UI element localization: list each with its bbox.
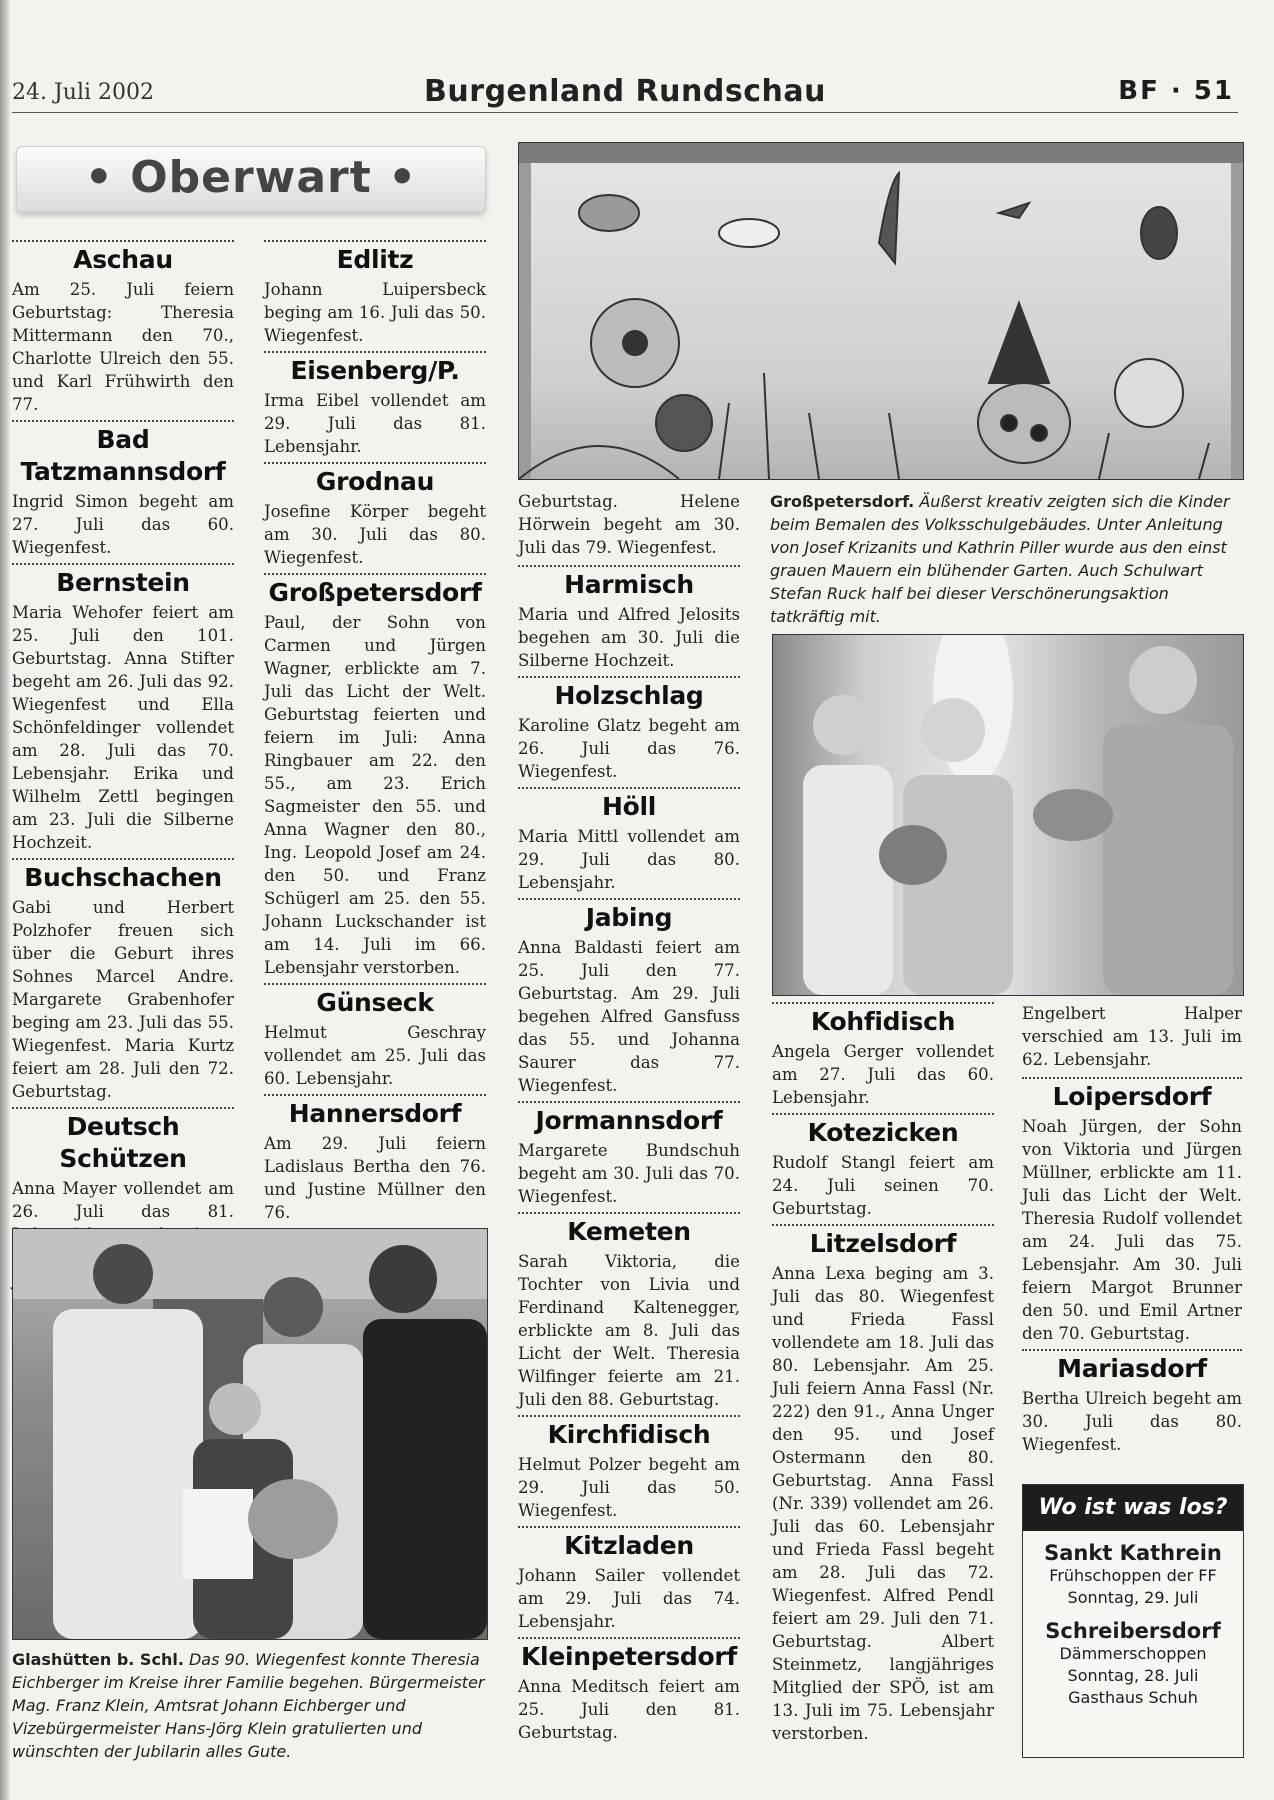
notice-c1-3: [12, 858, 234, 1103]
family-caption-text: Das 90. Wiegenfest konnte Theresia Eichberger im Kreise ihrer Familie begehen. Bürgermeister Mag. Franz Klein, Amtsrat Johann Eichberger und Vizebürgermeister Hans-Jörg Klein gratulierten und wünschten der Jubilarin alles Gute.: [12, 1650, 485, 1761]
notice-text: Sarah Viktoria, die Tochter von Livia und Ferdinand Kaltenegger, erblickte am 8. Juli das Licht der Welt. Theresia Wilfinger feierte am 21. Juli den 88. Geburtstag.: [518, 1252, 740, 1409]
family-caption-place: Glashütten b. Schl.: [12, 1650, 184, 1669]
notice-text: Margarete Bundschuh begeht am 30. Juli das 70. Wiegenfest.: [518, 1141, 740, 1206]
notice-location: Kirchfidisch: [547, 1420, 711, 1449]
notice-c3-4: [518, 1101, 740, 1208]
notice-text: Helmut Geschray vollendet am 25. Juli das 60. Lebensjahr.: [264, 1023, 486, 1088]
notice-text: Rudolf Stangl feiert am 24. Juli seinen 70. Geburtstag.: [772, 1153, 994, 1218]
event-line: Frühschoppen der FF: [1049, 1566, 1217, 1585]
notice-location: Mariasdorf: [1057, 1354, 1207, 1383]
notice-c4-0: [772, 1002, 994, 1109]
notice-c2-1: [264, 351, 486, 458]
mural-caption-text: Äußerst kreativ zeigten sich die Kinder beim Bemalen des Volksschulgebäudes. Unter Anleitung von Josef Krizanits und Kathrin Piller wurde aus den einst grauen Mauern ein blühender Garten. Auch Schulwart Stefan Ruck half bei dieser Verschönerungsaktion tatkräftig mit.: [770, 492, 1230, 626]
mural-illustration: [519, 143, 1243, 479]
notice-location: Jabing: [585, 903, 673, 932]
notice-c1-2: [12, 563, 234, 854]
notice-text: Josefine Körper begeht am 30. Juli das 80. Wiegenfest.: [264, 502, 486, 567]
event-line: Gasthaus Schuh: [1068, 1688, 1198, 1707]
mural-photo: [518, 142, 1244, 480]
event-item: [1023, 1619, 1243, 1709]
notice-location: Großpetersdorf: [268, 578, 482, 607]
notice-c2-2: [264, 462, 486, 569]
event-location: Schreibersdorf: [1045, 1619, 1221, 1643]
notice-text: Karoline Glatz begeht am 26. Juli das 76. Wiegenfest.: [518, 716, 740, 781]
notice-text: Johann Sailer vollendet am 29. Juli das 74. Lebensjahr.: [518, 1566, 740, 1631]
family-photo: [12, 1228, 488, 1640]
notice-location: Deutsch Schützen: [59, 1112, 187, 1173]
notice-text: Paul, der Sohn von Carmen und Jürgen Wagner, erblickte am 7. Juli das Licht der Welt. Geburtstag feierten und feiern im Juli: Anna Ringbauer am 22. den 55., am 23. Erich Sagmeister den 55. und Anna Wagner den 80., Ing. Leopold Josef am 24. den 50. und Franz Schügerl am 25. den 55. Johann Luckschander ist am 14. Juli im 66. Lebensjahr verstorben.: [264, 613, 486, 977]
family-caption: [12, 1648, 486, 1763]
events-box: [1022, 1484, 1244, 1758]
page-header: [12, 72, 1238, 113]
notice-text: Angela Gerger vollendet am 27. Juli das 60. Lebensjahr.: [772, 1042, 994, 1107]
notice-location: Eisenberg/P.: [290, 356, 460, 385]
notice-text: Anna Lexa beging am 3. Juli das 80. Wiegenfest und Frieda Fassl vollendete am 18. Juli das 80. Lebensjahr. Am 25. Juli feiern Anna Fassl (Nr. 222) den 91., Anna Unger den 95. und Josef Ostermann den 80. Geburtstag. Anna Fassl (Nr. 339) vollendet am 26. Juli das 60. Lebensjahr und Frieda Fassl begeht am 28. Juli das 72. Wiegenfest. Alfred Pendl feiert am 29. Juli den 71. Geburtstag. Albert Steinmetz, langjähriges Mitglied der SPÖ, ist am 13. Juli im 75. Lebensjahr verstorben.: [772, 1264, 994, 1743]
notice-text: Anna Baldasti feiert am 25. Juli den 77. Geburtstag. Am 29. Juli begehen Alfred Gansfuss das 55. und Johanna Saurer das 77. Wiegenfest.: [518, 938, 740, 1095]
notice-continuation: Geburtstag. Helene Hörwein begeht am 30. Juli das 79. Wiegenfest.: [518, 492, 740, 557]
notice-c2-4: [264, 983, 486, 1090]
notice-location: Buchschachen: [24, 863, 222, 892]
notice-text: Maria Wehofer feiert am 25. Juli den 101. Geburtstag. Anna Stifter begeht am 26. Juli das 92. Wiegenfest und Ella Schönfeldinger vollendet am 28. Juli das 70. Lebensjahr. Erika und Wilhelm Zettl begingen am 23. Juli die Silberne Hochzeit.: [12, 603, 234, 852]
section-banner: [16, 146, 486, 212]
notice-location: Höll: [601, 792, 657, 821]
notice-text: Maria und Alfred Jelosits begehen am 30. Juli die Silberne Hochzeit.: [518, 605, 740, 670]
notice-text: Maria Mittl vollendet am 29. Juli das 80. Lebensjahr.: [518, 827, 740, 892]
notice-text: Am 25. Juli feiern Geburtstag: Theresia Mittermann den 70., Charlotte Ulreich den 55. und Karl Frühwirth den 77.: [12, 280, 234, 414]
event-line: Sonntag, 29. Juli: [1067, 1588, 1199, 1607]
header-page-number: BF · 51: [1118, 76, 1234, 106]
notice-c3-5: [518, 1212, 740, 1411]
notice-text: Anna Meditsch feiert am 25. Juli den 81. Geburtstag.: [518, 1677, 740, 1742]
notice-text: Am 29. Juli feiern Ladislaus Bertha den 76. und Justine Müllner den 76.: [264, 1134, 486, 1222]
notice-c3-3: [518, 898, 740, 1097]
column-1: [12, 240, 234, 1296]
mural-caption-place: Großpetersdorf.: [770, 492, 915, 511]
event-line: Sonntag, 28. Juli: [1067, 1666, 1199, 1685]
notice-location: Kitzladen: [564, 1531, 694, 1560]
notice-c4-2: [772, 1224, 994, 1745]
notice-location: Bernstein: [56, 568, 190, 597]
notice-location: Aschau: [73, 245, 173, 274]
header-title: Burgenland Rundschau: [424, 74, 826, 109]
event-location: Sankt Kathrein: [1044, 1541, 1222, 1565]
event-line: Dämmerschoppen: [1059, 1644, 1207, 1663]
event-item: [1023, 1541, 1243, 1609]
notice-c3-0: [518, 565, 740, 672]
notice-text: Gabi und Herbert Polzhofer freuen sich über die Geburt ihres Sohnes Marcel Andre. Margarete Grabenhofer beging am 23. Juli das 55. Wiegenfest. Maria Kurtz feiert am 28. Juli den 72. Geburtstag.: [12, 898, 234, 1101]
notice-c2-0: [264, 240, 486, 347]
people-illustration: [773, 635, 1243, 995]
column-4: [772, 1002, 994, 1749]
people-photo: [772, 634, 1244, 996]
notice-c3-8: [518, 1637, 740, 1744]
notice-location: Günseck: [316, 988, 434, 1017]
notice-location: Loipersdorf: [1052, 1082, 1212, 1111]
notice-text: Bertha Ulreich begeht am 30. Juli das 80. Wiegenfest.: [1022, 1389, 1242, 1454]
notice-location: Kemeten: [567, 1217, 691, 1246]
notice-text: Helmut Polzer begeht am 29. Juli das 50. Wiegenfest.: [518, 1455, 740, 1520]
notice-c4-1: [772, 1113, 994, 1220]
column-5: [1022, 1002, 1242, 1460]
notice-location: Kohfidisch: [810, 1007, 956, 1036]
notice-location: Holzschlag: [554, 681, 704, 710]
notice-text: Ingrid Simon begeht am 27. Juli das 60. Wiegenfest.: [12, 492, 234, 557]
notice-location: Kotezicken: [807, 1118, 959, 1147]
events-box-title: Wo ist was los?: [1023, 1485, 1243, 1531]
notice-location: Litzelsdorf: [809, 1229, 957, 1258]
notice-continuation: Engelbert Halper verschied am 13. Juli im 62. Lebensjahr.: [1022, 1004, 1242, 1069]
notice-location: Kleinpetersdorf: [520, 1642, 737, 1671]
notice-location: Hannersdorf: [288, 1099, 462, 1128]
notice-location: Jormannsdorf: [535, 1106, 723, 1135]
notice-c3-1: [518, 676, 740, 783]
notice-c1-1: [12, 420, 234, 559]
notice-location: Harmisch: [564, 570, 694, 599]
mural-caption: [770, 490, 1242, 628]
notice-text: Anna Mayer vollendet am 26. Juli das 81.: [12, 1179, 234, 1221]
header-date: 24. Juli 2002: [12, 80, 155, 105]
notice-c2-3: [264, 573, 486, 979]
notice-text: Irma Eibel vollendet am 29. Juli das 81. Lebensjahr.: [264, 391, 486, 456]
notice-c2-5: [264, 1094, 486, 1224]
column-3: [518, 490, 740, 1748]
notice-c3-6: [518, 1415, 740, 1522]
notice-c3-2: [518, 787, 740, 894]
notice-location: Grodnau: [315, 467, 435, 496]
section-banner-title: • Oberwart •: [84, 152, 418, 203]
page-edge-shadow: [0, 0, 10, 1800]
notice-c1-0: [12, 240, 234, 416]
notice-location: Bad Tatzmannsdorf: [20, 425, 226, 486]
notice-c5-0: [1022, 1077, 1242, 1345]
notice-c5-1: [1022, 1349, 1242, 1456]
notice-text: Noah Jürgen, der Sohn von Viktoria und Jürgen Müllner, erblickte am 11. Juli das Licht der Welt. Theresia Rudolf vollendet am 24. Juli das 75. Lebensjahr. Am 30. Juli feiern Margot Brunner den 50. und Emil Artner den 70. Geburtstag.: [1022, 1117, 1242, 1343]
notice-text: Johann Luipersbeck beging am 16. Juli das 50. Wiegenfest.: [264, 280, 486, 345]
column-2: [264, 240, 486, 1228]
family-illustration: [13, 1229, 487, 1639]
notice-location: Edlitz: [336, 245, 414, 274]
notice-c3-7: [518, 1526, 740, 1633]
